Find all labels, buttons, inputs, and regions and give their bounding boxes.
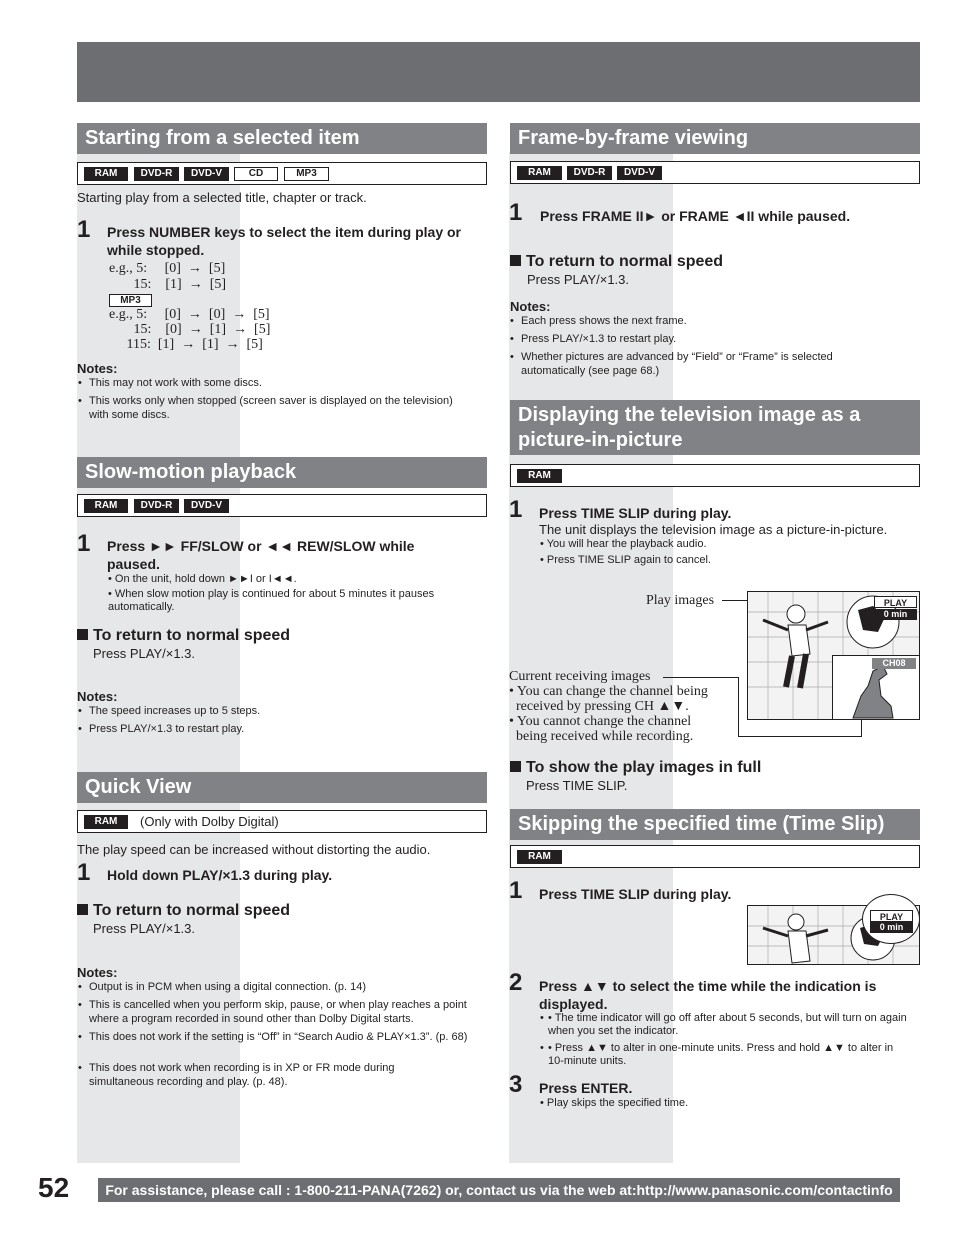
note-item: • This is cancelled when you perform skip, pause, or when play reaches a point where a program recorded in sound other than Dolby Digital starts. (77, 998, 487, 1026)
section-title-selected-item: Starting from a selected item (77, 123, 487, 154)
disc-badge-dvd-r: DVD-R (134, 499, 179, 513)
disc-badge-dvd-v: DVD-V (184, 167, 229, 181)
disc-badge-dvd-v: DVD-V (184, 499, 229, 513)
disc-badge-dvd-r: DVD-R (567, 166, 612, 180)
pip-title-line: Displaying the television image as a (518, 404, 861, 426)
step-number: 2 (509, 969, 523, 996)
note-item: • This may not work with some discs. (77, 376, 487, 390)
step-instruction: Press TIME SLIP during play. (539, 886, 732, 902)
step-description: The unit displays the television image as a picture-in-picture. (539, 522, 888, 537)
leader-line (663, 677, 739, 678)
mp3-badge: MP3 (109, 294, 152, 307)
note-item: • Output is in PCM when using a digital connection. (p. 14) (77, 980, 487, 994)
leader-line (861, 720, 862, 737)
step-number: 1 (77, 530, 91, 557)
return-normal-heading: To return to normal speed (77, 627, 290, 645)
disc-types-selected-item (77, 162, 487, 185)
step-instruction: Hold down PLAY/×1.3 during play. (107, 867, 333, 883)
square-bullet-icon (510, 255, 521, 266)
example-line: e.g., 5: [0] → [5] (109, 261, 226, 276)
note-item: • Whether pictures are advanced by “Field” or “Frame” is selected automatically (see page 68.) (509, 350, 899, 378)
play-badge: PLAY (870, 910, 913, 922)
note-item: • Each press shows the next frame. (509, 314, 919, 328)
disc-badge-ram: RAM (517, 469, 562, 483)
leader-line (738, 677, 739, 736)
disc-types-pip (510, 464, 920, 487)
square-bullet-icon (510, 761, 521, 772)
step-instruction: Press ENTER. (539, 1080, 633, 1096)
section-title-quick-view: Quick View (77, 772, 487, 803)
play-images-label: Play images (646, 593, 715, 608)
disc-badge-ram: RAM (517, 166, 562, 180)
current-receiving-line: being received while recording. (509, 729, 694, 744)
disc-badge-cd: CD (234, 167, 278, 181)
disc-types-slow-motion (77, 494, 487, 517)
square-bullet-icon (77, 629, 88, 640)
step-subnote: • • Press ▲▼ to alter in one-minute units. Press and hold ▲▼ to alter in 10-minute units. (540, 1042, 910, 1068)
step-number: 1 (509, 199, 523, 226)
disc-types-frame-by-frame (510, 161, 920, 184)
step-number: 1 (77, 216, 91, 243)
return-normal-text: Press PLAY/×1.3. (527, 272, 630, 287)
step-subnote: • When slow motion play is continued for about 5 minutes it pauses automatically. (108, 588, 435, 613)
disc-badge-dvd-v: DVD-V (617, 166, 662, 180)
note-item: • Press PLAY/×1.3 to restart play. (77, 722, 487, 736)
example-line: 15: [0] → [1] → [5] (109, 322, 271, 337)
section-title-time-slip: Skipping the specified time (Time Slip) (510, 809, 920, 840)
note-item: • This does not work when recording is in XP or FR mode during simultaneous recording and play. (p. 48). (77, 1061, 457, 1089)
disc-types-quick-view (77, 810, 487, 833)
play-badge: PLAY (874, 596, 917, 608)
note-item: • This does not work if the setting is “Off” in “Search Audio & PLAY×1.3”. (p. 68) (77, 1030, 487, 1044)
step-instruction: Press ▲▼ to select the time while the indication is displayed. (539, 978, 877, 1012)
assistance-footer: For assistance, please call : 1-800-211-PANA(7262) or, contact us via the web at:http://www.panasonic.com/contactinfo (98, 1178, 900, 1202)
note-item: • Press PLAY/×1.3 to restart play. (509, 332, 919, 346)
notes-heading: Notes: (77, 361, 118, 376)
disc-badge-dvd-r: DVD-R (134, 167, 179, 181)
step-number: 1 (509, 877, 523, 904)
step-subnote: • You will hear the playback audio. (540, 538, 707, 550)
disc-badge-ram: RAM (517, 850, 562, 864)
notes-heading: Notes: (77, 689, 118, 704)
step-subnote: • • The time indicator will go off after about 5 seconds, but will turn on again when you set the indicator. (540, 1012, 910, 1038)
disc-badge-ram: RAM (84, 815, 128, 829)
current-receiving-line: • You can change the channel being (509, 684, 708, 699)
return-normal-text: Press PLAY/×1.3. (93, 646, 196, 661)
example-line: 15: [1] → [5] (109, 277, 227, 292)
disc-badge-mp3: MP3 (284, 167, 329, 181)
disc-badge-ram: RAM (84, 167, 128, 181)
pip-title-line: picture-in-picture (518, 429, 683, 451)
channel-badge: CH08 (872, 658, 916, 669)
leader-line (738, 736, 862, 737)
step-number: 3 (509, 1071, 523, 1098)
return-normal-text: Press PLAY/×1.3. (93, 921, 196, 936)
step-subnote: • On the unit, hold down ►►I or I◄◄. (108, 573, 297, 585)
current-receiving-line: received by pressing CH ▲▼. (509, 699, 689, 714)
return-normal-heading: To return to normal speed (77, 902, 290, 920)
note-item: • The speed increases up to 5 steps. (77, 704, 487, 718)
show-full-heading: To show the play images in full (510, 759, 761, 777)
note-item: • This works only when stopped (screen saver is displayed on the television) with some discs. (77, 394, 457, 422)
step-subnote: • Play skips the specified time. (540, 1097, 689, 1109)
step-number: 1 (509, 496, 523, 523)
show-full-text: Press TIME SLIP. (526, 778, 628, 793)
disc-badge-ram: RAM (84, 499, 128, 513)
current-receiving-line: • You cannot change the channel (509, 714, 692, 729)
example-line: 115: [1] → [1] → [5] (109, 337, 263, 352)
header-bar (77, 42, 920, 102)
square-bullet-icon (77, 904, 88, 915)
step-instruction: Press NUMBER keys to select the item during play or while stopped. (107, 224, 461, 258)
step-subnote: • Press TIME SLIP again to cancel. (540, 554, 711, 566)
quick-view-intro: The play speed can be increased without distorting the audio. (77, 842, 431, 857)
time-badge: 0 min (874, 609, 917, 620)
disc-types-time-slip (510, 845, 920, 868)
current-receiving-label: Current receiving images (509, 669, 651, 684)
disc-note: (Only with Dolby Digital) (140, 814, 279, 829)
step-instruction: Press ►► FF/SLOW or ◄◄ REW/SLOW while paused. (107, 538, 415, 572)
page-number: 52 (38, 1172, 70, 1203)
step-instruction: Press TIME SLIP during play. (539, 505, 732, 521)
return-normal-heading: To return to normal speed (510, 253, 723, 271)
notes-heading: Notes: (77, 965, 118, 980)
step-number: 1 (77, 859, 91, 886)
section-title-pip (510, 400, 920, 455)
time-badge: 0 min (870, 922, 913, 933)
example-line: e.g., 5: [0] → [0] → [5] (109, 307, 270, 322)
selected-item-intro: Starting play from a selected title, chapter or track. (77, 190, 367, 205)
notes-heading: Notes: (510, 299, 551, 314)
section-title-frame-by-frame: Frame-by-frame viewing (510, 123, 920, 154)
step-instruction: Press FRAME II► or FRAME ◄II while paused. (540, 208, 851, 224)
section-title-slow-motion: Slow-motion playback (77, 457, 487, 488)
